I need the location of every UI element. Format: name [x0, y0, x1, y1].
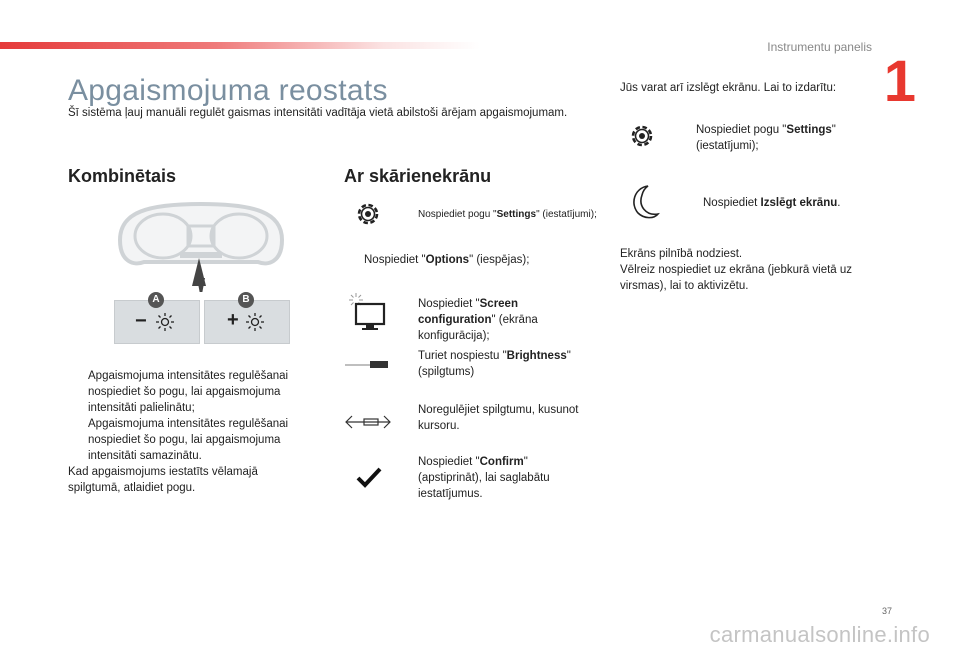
heading-combined: Kombinētais	[68, 166, 177, 186]
right-intro: Jūs varat arī izslēgt ekrānu. Lai to izdarītu:	[620, 82, 837, 94]
watermark-text: carmanualsonline.info	[709, 622, 930, 647]
badge-b: B	[238, 292, 254, 308]
right-note-2: Vēlreiz nospiediet uz ekrāna (jebkurā vietā uz virsmas), lai to aktivizētu.	[620, 264, 853, 292]
settings-gear-icon	[628, 122, 656, 150]
confirm-check-icon	[356, 466, 382, 488]
right-step-1: Nospiediet pogu "Settings" (iestatījumi);	[696, 124, 836, 152]
right-step-2: Nospiediet Izslēgt ekrānu.	[703, 197, 841, 209]
plus-symbol: +	[227, 309, 239, 331]
middle-step-3: Nospiediet "Screen configuration" (ekrāna konfigurācija);	[418, 298, 538, 342]
chapter-number: 1	[883, 49, 916, 114]
dimmer-button-a[interactable]	[114, 294, 200, 344]
screen-configuration-icon	[348, 292, 388, 332]
page-title: Apgaismojuma reostats	[68, 74, 388, 107]
minus-symbol: −	[135, 310, 147, 332]
section-title: Instrumentu panelis	[767, 40, 872, 54]
brightness-icon	[245, 312, 265, 332]
dimmer-button-b[interactable]	[204, 294, 290, 344]
drag-cursor-icon	[344, 414, 392, 430]
middle-step-2: Nospiediet "Options" (iespējas);	[364, 254, 530, 266]
moon-icon	[624, 182, 660, 222]
brightness-icon	[155, 312, 175, 332]
middle-step-5: Noregulējiet spilgtumu, kusunot kursoru.	[418, 404, 579, 432]
middle-step-1: Nospiediet pogu "Settings" (iestatījumi);	[418, 209, 597, 220]
left-instructions	[68, 368, 308, 496]
page-number: 37	[881, 606, 892, 616]
pointer-arrow-icon	[188, 258, 210, 286]
left-closing: Kad apgaismojums iestatīts vēlamajā spilgtumā, atlaidiet pogu.	[68, 466, 258, 494]
middle-step-4: Turiet nospiestu "Brightness" (spilgtums)	[418, 350, 571, 378]
badge-a: A	[148, 292, 164, 308]
brightness-slider-icon	[344, 358, 392, 372]
settings-gear-icon	[354, 200, 382, 228]
right-notes	[620, 246, 880, 294]
left-bullet-1: Apgaismojuma intensitātes regulēšanai nospiediet šo pogu, lai apgaismojuma intensitāti palielinātu;	[88, 370, 289, 414]
heading-touchscreen: Ar skārienekrānu	[344, 166, 492, 186]
right-note-1: Ekrāns pilnībā nodziest.	[620, 248, 743, 260]
left-bullet-2: Apgaismojuma intensitātes regulēšanai nospiediet šo pogu, lai apgaismojuma intensitāti samazinātu.	[88, 418, 289, 462]
page-intro: Šī sistēma ļauj manuāli regulēt gaismas intensitāti vadītāja vietā abilstoši ārējam apgaismojumam.	[68, 107, 568, 119]
header-color-bar	[0, 42, 480, 49]
middle-step-6: Nospiediet "Confirm" (apstiprināt), lai saglabātu iestatījumus.	[418, 456, 550, 500]
